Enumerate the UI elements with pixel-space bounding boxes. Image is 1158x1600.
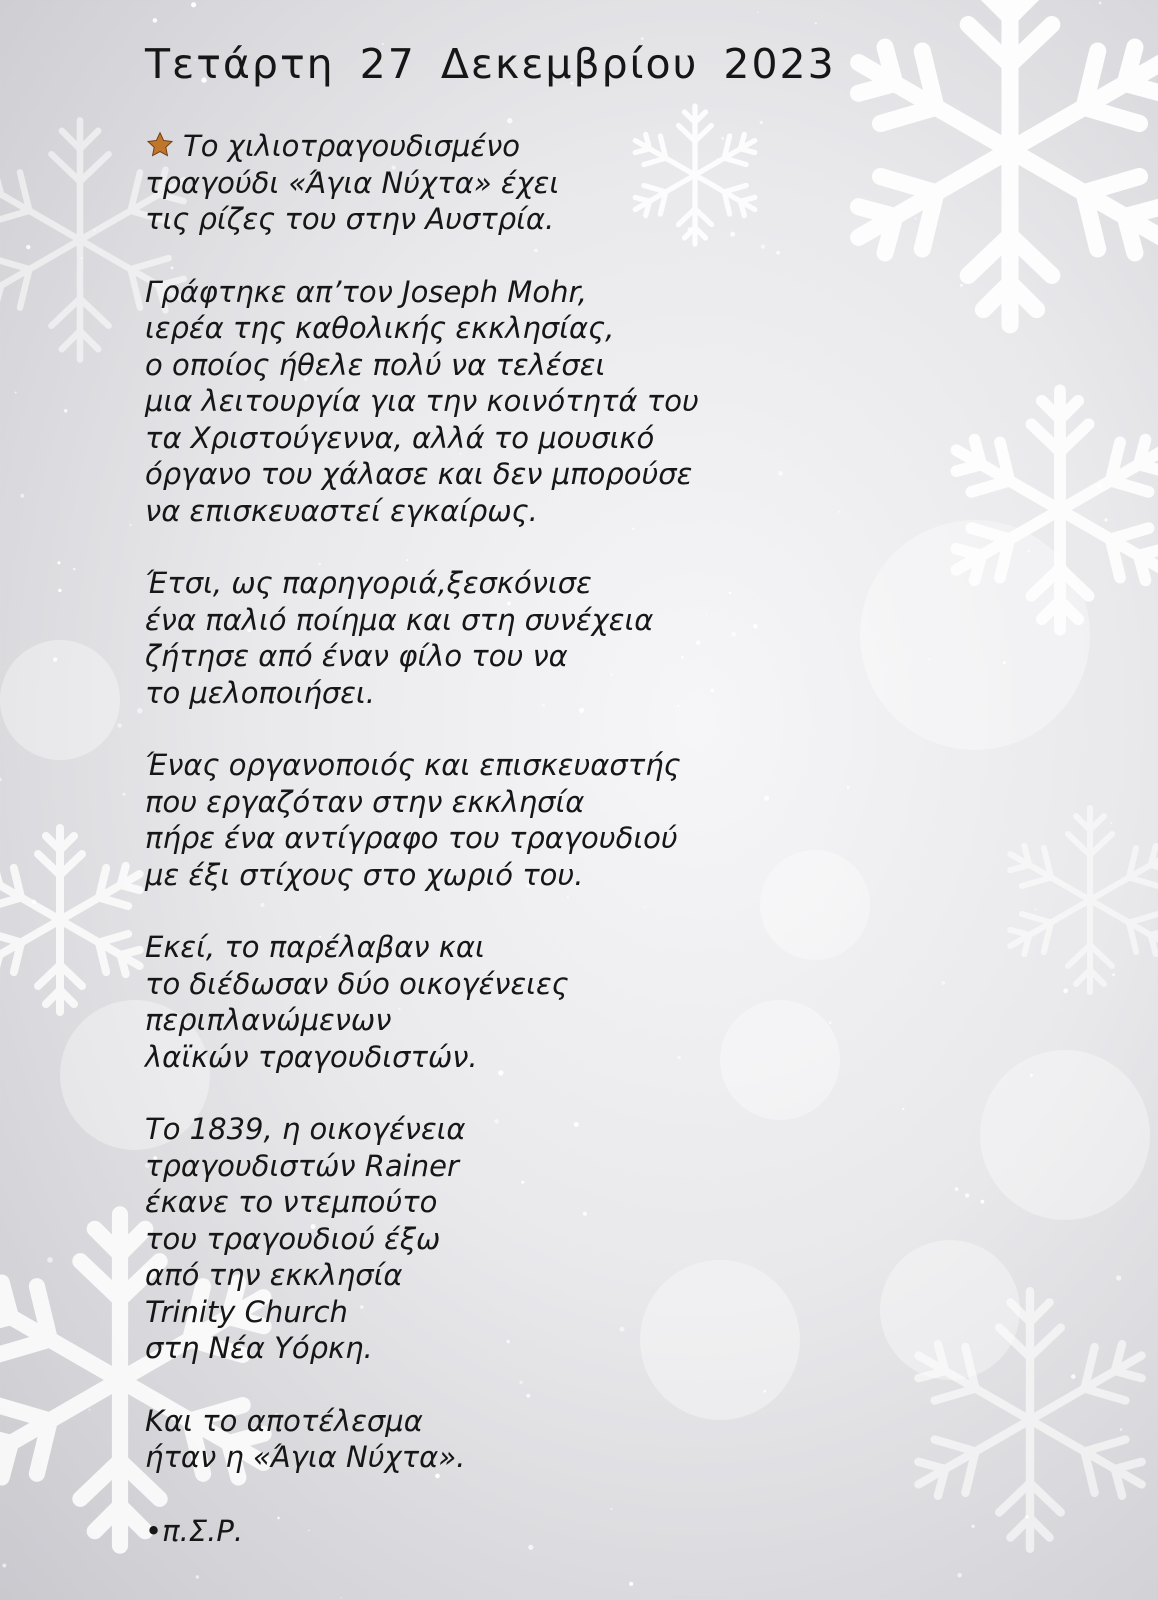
snow-dot	[1034, 909, 1036, 911]
text-line	[145, 1403, 905, 1440]
text-line-content: Το 1839, η οικογένεια	[145, 1112, 466, 1146]
snow-dot	[1104, 518, 1107, 521]
text-line	[145, 347, 905, 384]
text-line	[145, 820, 905, 857]
text-line	[145, 784, 905, 821]
text-line-content: Εκεί, το παρέλαβαν και	[145, 930, 485, 964]
snow-dot	[981, 1200, 985, 1204]
text-line-content: μια λειτουργία για την κοινότητά του	[145, 384, 699, 418]
snow-dot	[0, 778, 2, 781]
paragraph	[145, 929, 905, 1075]
snow-dot	[972, 1525, 975, 1528]
snow-dot	[1025, 1515, 1028, 1518]
text-line-content: πήρε ένα αντίγραφο του τραγουδιού	[145, 821, 678, 855]
snow-dot	[1116, 1275, 1121, 1280]
text-line	[145, 675, 905, 712]
text-line	[145, 310, 905, 347]
text-body	[145, 128, 905, 1476]
snow-dot	[94, 229, 96, 231]
page-title: Τετάρτη 27 Δεκεμβρίου 2023	[145, 40, 836, 88]
snow-dot	[1112, 973, 1115, 976]
text-line	[145, 602, 905, 639]
text-line	[145, 929, 905, 966]
snow-dot	[191, 2, 196, 7]
text-line-content: Έτσι, ως παρηγοριά,ξεσκόνισε	[145, 566, 592, 600]
text-line	[145, 201, 905, 238]
snow-dot	[965, 1193, 969, 1197]
document-page	[145, 40, 905, 1548]
snow-dot	[130, 524, 132, 526]
text-line-content: περιπλανώμενων	[145, 1003, 392, 1037]
text-line	[145, 1111, 905, 1148]
text-line-content: τις ρίζες του στην Αυστρία.	[145, 202, 555, 236]
text-line-content: Ένας οργανοποιός και επισκευαστής	[145, 748, 681, 782]
text-line-content: με έξι στίχους στο χωριό του.	[145, 857, 584, 892]
text-line-content: του τραγουδιού έξω	[145, 1221, 441, 1256]
text-line-content: ήταν η «Άγια Νύχτα».	[145, 1440, 466, 1474]
snow-dot	[15, 392, 17, 394]
text-line	[145, 1294, 905, 1331]
text-line-content: τραγουδιστών Rainer	[145, 1148, 459, 1183]
snow-dot	[47, 1257, 53, 1263]
text-line	[145, 857, 905, 894]
text-line-content: ιερέα της καθολικής εκκλησίας,	[145, 311, 615, 345]
text-line-content: ένα παλιό ποίημα και στη συνέχεια	[145, 602, 654, 637]
text-line-content: Το χιλιοτραγουδισμένο	[183, 129, 521, 163]
text-line	[145, 1439, 905, 1476]
text-line	[145, 747, 905, 784]
text-line-content: όργανο του χάλασε και δεν μπορούσε	[145, 457, 693, 491]
snow-dot	[1097, 483, 1102, 488]
snow-dot	[73, 568, 76, 571]
text-line	[145, 493, 905, 530]
text-line	[145, 1257, 905, 1294]
snow-dot	[20, 494, 24, 498]
text-line	[145, 383, 905, 420]
text-line-content: τραγούδι «Άγια Νύχτα» έχει	[145, 165, 560, 200]
text-line	[145, 1039, 905, 1076]
text-line	[145, 638, 905, 675]
text-line-content: έκανε το ντεμπούτο	[145, 1185, 438, 1219]
text-line-content: να επισκευαστεί εγκαίρως.	[145, 493, 538, 528]
snow-dot	[137, 708, 142, 713]
snow-dot	[1027, 550, 1030, 553]
snow-dot	[122, 793, 125, 796]
text-line-content: ζήτησε από έναν φίλο του να	[145, 639, 568, 673]
snow-dot	[340, 1597, 342, 1599]
paragraph	[145, 747, 905, 893]
snow-dot	[957, 1573, 962, 1578]
text-line-content: τα Χριστούγεννα, αλλά το μουσικό	[145, 420, 655, 455]
snow-dot	[941, 981, 945, 985]
snow-dot	[629, 1582, 633, 1586]
snow-dot	[1110, 822, 1112, 824]
snow-dot	[53, 657, 57, 661]
text-line-content: το διέδωσαν δύο οικογένειες	[145, 966, 569, 1001]
snow-dot	[1120, 1428, 1123, 1431]
text-line	[145, 1002, 905, 1039]
text-line	[145, 1148, 905, 1185]
text-line	[145, 128, 905, 165]
snow-dot	[26, 245, 30, 249]
paragraph	[145, 565, 905, 711]
snow-dot	[32, 900, 36, 904]
star-icon	[145, 131, 175, 159]
text-line	[145, 1330, 905, 1367]
snow-dot	[58, 561, 61, 564]
text-line-content: Και το αποτέλεσμα	[145, 1403, 423, 1438]
text-line-content: Γράφτηκε απ’τον Joseph Mohr,	[145, 274, 587, 309]
snow-dot	[757, 12, 759, 14]
text-line-content: στη Νέα Υόρκη.	[145, 1331, 373, 1365]
text-line	[145, 274, 905, 311]
paragraph	[145, 1403, 905, 1476]
text-line	[145, 456, 905, 493]
snow-dot	[928, 658, 930, 660]
paragraph	[145, 274, 905, 530]
text-line-content: Trinity Church	[145, 1294, 348, 1329]
text-line-content: λαϊκών τραγουδιστών.	[145, 1039, 478, 1074]
text-line	[145, 1184, 905, 1221]
text-line	[145, 420, 905, 457]
snow-dot	[196, 1575, 199, 1578]
snow-dot	[2, 1564, 6, 1568]
text-line-content: που εργαζόταν στην εκκλησία	[145, 784, 585, 819]
snow-dot	[914, 218, 916, 220]
text-line	[145, 165, 905, 202]
text-line-content: από την εκκλησία	[145, 1258, 403, 1292]
snow-dot	[153, 18, 158, 23]
snow-dot	[81, 257, 83, 259]
snow-dot	[64, 409, 68, 413]
paragraph	[145, 1111, 905, 1367]
signature: •π.Σ.Ρ.	[145, 1513, 244, 1548]
text-line-content: το μελοποιήσει.	[145, 675, 375, 710]
snow-dot	[88, 1409, 90, 1411]
snow-dot	[815, 22, 817, 24]
snow-dot	[1003, 661, 1006, 664]
text-line	[145, 1221, 905, 1258]
snow-dot	[1030, 1074, 1033, 1077]
snow-dot	[955, 1187, 959, 1191]
text-line	[145, 966, 905, 1003]
snow-dot	[1071, 1374, 1076, 1379]
snow-dot	[1099, 2, 1102, 5]
text-line	[145, 565, 905, 602]
paragraph	[145, 128, 905, 238]
snow-dot	[960, 284, 963, 287]
text-line-content: ο οποίος ήθελε πολύ να τελέσει	[145, 347, 606, 382]
snow-dot	[58, 589, 61, 592]
snow-dot	[117, 723, 122, 728]
snow-dot	[1063, 988, 1068, 993]
